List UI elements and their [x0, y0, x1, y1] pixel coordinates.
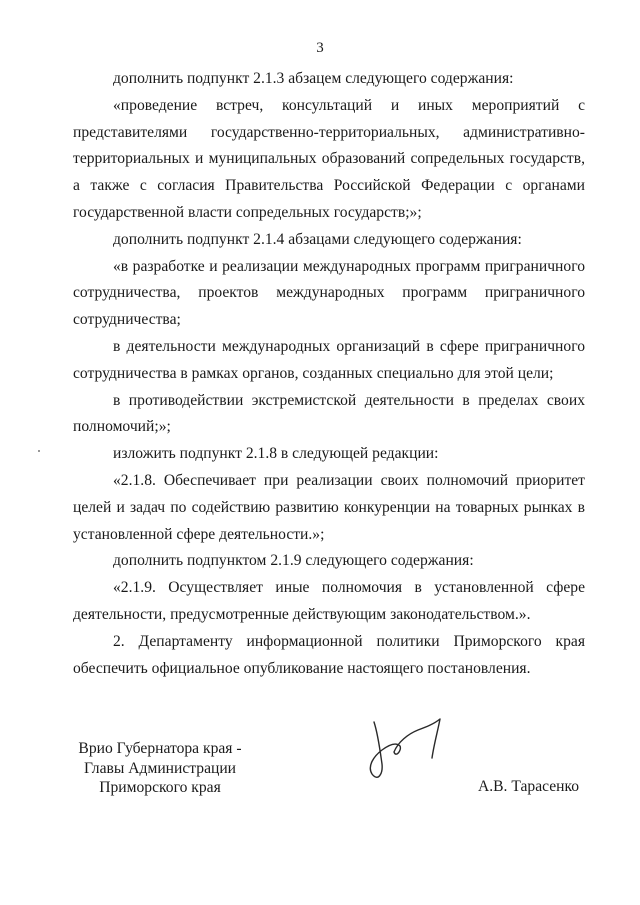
page-number: 3 — [316, 40, 324, 56]
paragraph-organizations: в деятельности международных организаций в сфере приграничного сотрудничества в рамках органов, созданных специально для этой цели; — [73, 337, 585, 382]
signer-position-line: Врио Губернатора края - — [78, 740, 242, 757]
signer-name: А.В. Тарасенко — [478, 778, 580, 795]
paragraph-extremism: в противодействии экстремистской деятельности в пределах своих полномочий;»; — [73, 391, 585, 436]
paragraph-amend-2-1-8: изложить подпункт 2.1.8 в следующей редакции: — [113, 445, 439, 463]
handwritten-signature — [360, 712, 455, 792]
document-body — [73, 66, 585, 682]
paragraph-publication: 2. Департаменту информационной политики Приморского края обеспечить официальное опубликование настоящего постановления. — [73, 632, 585, 677]
paragraph-amend-2-1-3: дополнить подпункт 2.1.3 абзацем следующего содержания: — [113, 70, 514, 87]
paragraph-amend-2-1-4: дополнить подпункт 2.1.4 абзацами следующего содержания: — [113, 230, 522, 248]
signer-position-line: Приморского края — [99, 779, 221, 796]
margin-mark — [38, 450, 40, 452]
signer-position-line: Главы Администрации — [83, 759, 237, 777]
paragraph-2-1-9-text: «2.1.9. Осуществляет иные полномочия в установленной сфере деятельности, предусмотренные действующим законодательством.». — [73, 579, 585, 623]
paragraph-2-1-8-text: «2.1.8. Обеспечивает при реализации своих полномочий приоритет целей и задач по содействию развитию конкуренции на товарных рынках в установленной сфере деятельности.»; — [73, 471, 585, 543]
paragraph-meetings: «проведение встреч, консультаций и иных мероприятий с представителями государственно-территориальных, административно-территориальных и муниципальных образований сопредельных государств, а также с согласия Правительства Российской Федерации с органами государственной власти сопредельных государств;»; — [73, 96, 585, 221]
paragraph-programs: «в разработке и реализации международных программ приграничного сотрудничества, проектов международных программ приграничного сотрудничества; — [73, 257, 585, 329]
paragraph-amend-2-1-9: дополнить подпунктом 2.1.9 следующего содержания: — [113, 552, 474, 570]
signer-position — [70, 739, 250, 798]
